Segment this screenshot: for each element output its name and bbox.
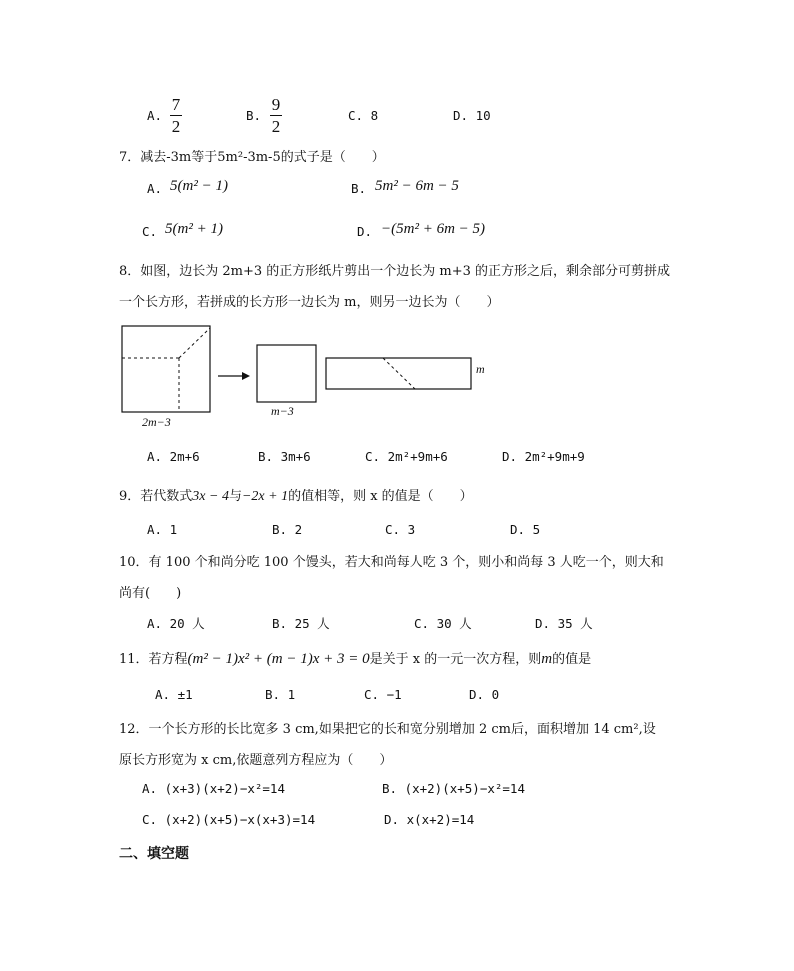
q7-option-d-label[interactable]: D.: [357, 224, 373, 239]
big-square: [122, 326, 210, 412]
q8-label-big: 2m−3: [142, 415, 171, 429]
q12-stem-line2: 原长方形宽为 x cm,依题意列方程应为（ ）: [119, 753, 393, 768]
q7-option-a-expr: 5(m² − 1): [170, 178, 228, 194]
q8-stem-line2: 一个长方形，若拼成的长方形一边长为 m，则另一边长为（ ）: [119, 295, 500, 310]
q6-option-a[interactable]: [147, 108, 162, 123]
q6-option-c[interactable]: C. 8: [348, 108, 379, 123]
result-rectangle: [326, 358, 471, 389]
q12-option-c[interactable]: C. (x+2)(x+5)−x(x+3)=14: [142, 812, 316, 827]
q7-stem: 7．减去-3m等于5m²-3m-5的式子是（ ）: [119, 150, 385, 165]
q8-option-d[interactable]: D. 2m²+9m+9: [502, 449, 585, 464]
q7-option-c-expr: 5(m² + 1): [165, 221, 223, 237]
q8-figure: [118, 322, 498, 434]
small-square: [257, 345, 316, 402]
section-heading-fill-in: 二、填空题: [119, 846, 189, 862]
q6-option-d[interactable]: D. 10: [453, 108, 491, 123]
q9-option-b[interactable]: B. 2: [272, 522, 303, 537]
q12-stem-line1: 12．一个长方形的长比宽多 3 cm,如果把它的长和宽分别增加 2 cm后，面积增加 14 cm²,设: [119, 722, 656, 737]
q8-label-small: m−3: [271, 404, 294, 418]
q10-option-a[interactable]: A. 20 人: [147, 616, 205, 631]
q10-option-b[interactable]: B. 25 人: [272, 616, 330, 631]
q9-option-d[interactable]: D. 5: [510, 522, 541, 537]
q9-stem: 9．若代数式3x − 4与−2x + 1的值相等，则 x 的值是（ ）: [119, 489, 473, 504]
q6-option-b-label: B.: [246, 108, 262, 123]
q12-option-b[interactable]: B. (x+2)(x+5)−x²=14: [382, 781, 525, 796]
q10-stem-line2: 尚有( ): [119, 586, 182, 601]
q12-option-a[interactable]: A. (x+3)(x+2)−x²=14: [142, 781, 285, 796]
q6-option-a-fraction: $\frac{7}{2}$: [171, 95, 181, 136]
q9-option-c[interactable]: C. 3: [385, 522, 416, 537]
q8-option-c[interactable]: C. 2m²+9m+6: [365, 449, 448, 464]
q11-option-b[interactable]: B. 1: [265, 687, 296, 702]
q6-option-b[interactable]: [246, 108, 261, 123]
q7-option-c-label[interactable]: C.: [142, 224, 158, 239]
q7-option-a-label[interactable]: A.: [147, 181, 163, 196]
q11-option-c[interactable]: C. −1: [364, 687, 402, 702]
q8-option-b[interactable]: B. 3m+6: [258, 449, 311, 464]
q7-option-b-label[interactable]: B.: [351, 181, 367, 196]
q8-label-rect: m: [476, 362, 485, 376]
q11-option-d[interactable]: D. 0: [469, 687, 500, 702]
q6-option-b-fraction: $\frac{9}{2}$: [271, 95, 281, 136]
q7-option-b-expr: 5m² − 6m − 5: [375, 178, 459, 194]
q10-option-c[interactable]: C. 30 人: [414, 616, 472, 631]
q12-option-d[interactable]: D. x(x+2)=14: [384, 812, 475, 827]
q10-option-d[interactable]: D. 35 人: [535, 616, 593, 631]
q9-option-a[interactable]: A. 1: [147, 522, 178, 537]
q10-stem-line1: 10．有 100 个和尚分吃 100 个馒头，若大和尚每人吃 3 个，则小和尚每 3 人吃一个，则大和: [119, 555, 664, 570]
q8-stem-line1: 8．如图，边长为 2m+3 的正方形纸片剪出一个边长为 m+3 的正方形之后，剩余部分可剪拼成: [119, 264, 671, 279]
q11-stem: 11．若方程(m² − 1)x² + (m − 1)x + 3 = 0是关于 x 的一元一次方程，则m的值是: [119, 651, 592, 667]
q7-option-d-expr: −(5m² + 6m − 5): [381, 221, 486, 237]
q6-option-a-label: A.: [147, 108, 163, 123]
q11-option-a[interactable]: A. ±1: [155, 687, 193, 702]
q8-option-a[interactable]: A. 2m+6: [147, 449, 200, 464]
